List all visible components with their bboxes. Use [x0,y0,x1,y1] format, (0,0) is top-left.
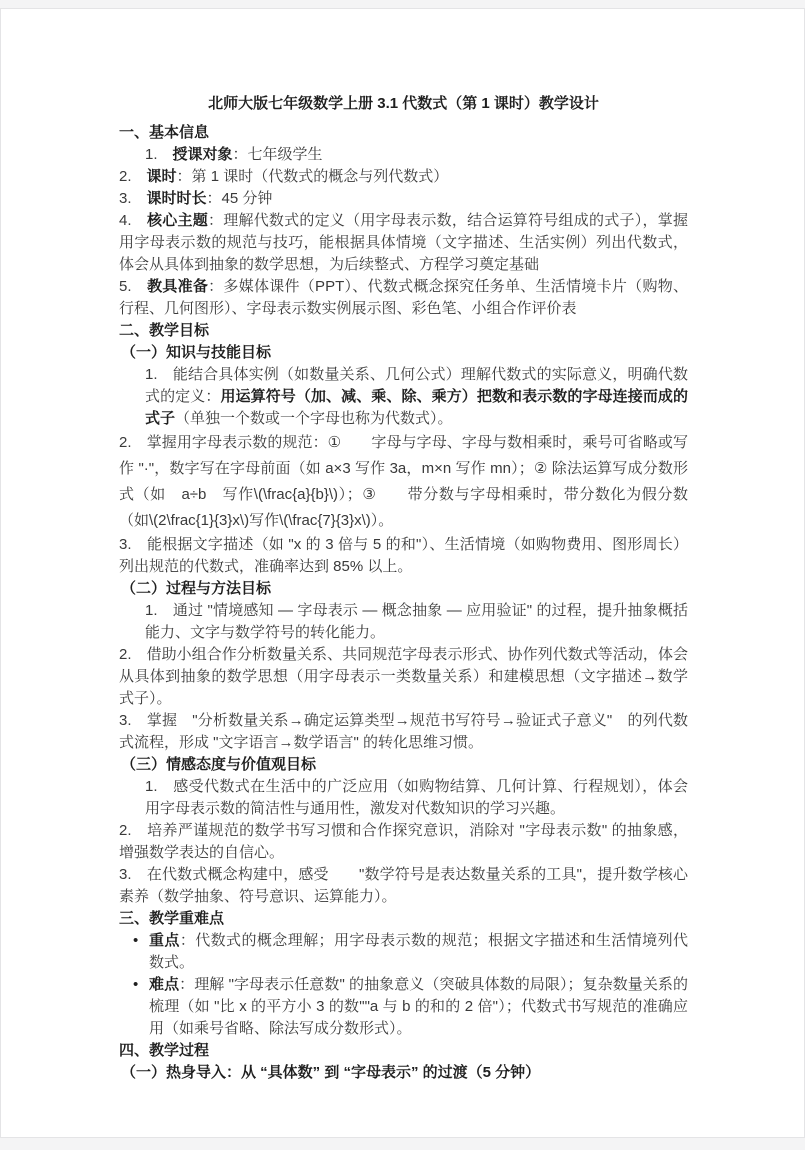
text-run: 掌握用字母表示数的规范：① 字母与字母、字母与数相乘时，乘号可省略或写作 "·"，数字写在字母前面（如 a×3 写作 3a，m×n 写作 mn）；② 除法运算写成分数形式（如 a÷b 写作\(\frac{a}{b}\)）；③ 带分数与字母相乘时，带分数化为假分数（如\(2\frac{1}{3}x\)写作\(\frac{7}{3}x\)）。 [119,434,689,529]
bullet-icon: • [133,976,139,993]
document-page [0,8,805,1138]
list-item [119,600,688,644]
list-item [119,534,688,578]
text-run: 1. [145,146,173,163]
text-run: 3. [119,190,147,207]
text-run-bold: 教具准备 [147,278,209,295]
text-run: ：七年级学生 [232,146,323,163]
text-run: 2. [119,646,147,663]
text-run-bold: 重点 [149,932,180,949]
text-run: 培养严谨规范的数学书写习惯和合作探究意识，消除对 "字母表示数" 的抽象感，增强数学表达的自信心。 [119,822,688,861]
text-run: 借助小组合作分析数量关系、共同规范字母表示形式、协作列代数式等活动，体会从具体到抽象的数学思想（用字母表示一类数量关系）和建模思想（文字描述→数学式子）。 [119,646,688,707]
text-run: 2. [119,822,148,839]
list-item [119,820,688,864]
text-run: 能根据文字描述（如 "x 的 3 倍与 5 的和"）、生活情境（如购物费用、图形周长）列出规范的代数式，准确率达到 85% 以上。 [119,536,688,575]
text-run-bold: 二、教学目标 [119,322,210,339]
text-run: ：理解代数式的定义（用字母表示数，结合运算符号组成的式子），掌握用字母表示数的规范与技巧，能根据具体情境（文字描述、生活实例）列出代数式，体会从具体到抽象的数学思想，为后续整式、方程学习奠定基础 [119,212,688,273]
text-run-bold: 难点 [149,976,180,993]
text-run: 2. [119,434,147,451]
list-item-jiaojuzhunbei [119,276,688,320]
text-run-bold: 课时时长 [146,190,207,207]
text-run-bold: 三、教学重难点 [119,910,225,927]
text-run: 4. [119,212,147,229]
text-run: 在代数式概念构建中，感受 "数学符号是表达数量关系的工具"，提升数学核心素养（数学抽象、符号意识、运算能力）。 [119,866,689,905]
list-item-shoukeduixiang [119,144,688,166]
text-run: 5. [119,278,148,295]
text-run: ：代数式的概念理解；用字母表示数的规范；根据文字描述和生活情境列代数式。 [149,932,688,971]
text-run-bold: 一、基本信息 [119,124,210,141]
text-run-bold: 课时 [146,168,177,185]
text-run: ：理解 "字母表示任意数" 的抽象意义（突破具体数的局限）；复杂数量关系的梳理（如 "比 x 的平方小 3 的数""a 与 b 的和的 2 倍"）；代数式书写规范的准确应用（如乘号省略、除法写成分数形式）。 [149,976,688,1037]
text-run: ：第 1 课时（代数式的概念与列代数式） [176,168,449,185]
text-run: 3. [119,712,147,729]
bullet-item-zhongdian [119,930,688,974]
list-item-keshi [119,166,688,188]
subsection-heading-emotion [119,754,688,776]
text-run: ：45 分钟 [206,190,273,207]
text-run: 1. [145,602,173,619]
text-run: 能结合具体实例（如数量关系、几何公式）理解代数式的实际意义，明确代数式的定义： [145,366,688,405]
list-item [119,710,688,754]
doc-title [119,93,688,115]
text-run-bold: （一）知识与技能目标 [121,344,272,361]
text-run: 2. [119,168,147,185]
subsection-heading-knowledge [119,342,688,364]
text-run: （单独一个数或一个字母也称为代数式）。 [175,410,453,427]
bullet-item-nandian [119,974,688,1040]
section-1-heading [119,122,688,144]
document-body [119,93,688,1084]
text-run-bold: 授课对象 [172,146,233,163]
text-run: 感受代数式在生活中的广泛应用（如购物结算、几何计算、行程规划），体会用字母表示数的简洁性与通用性，激发对代数知识的学习兴趣。 [145,778,688,817]
list-item-keshishichang [119,188,688,210]
text-run-bold: （二）过程与方法目标 [121,580,272,597]
text-run-bold: 核心主题 [147,212,208,229]
text-run: 1. [145,366,173,383]
list-item [119,364,688,430]
text-run-bold: 北师大版七年级数学上册 3.1 代数式（第 1 课时）教学设计 [208,95,599,112]
subsection-heading-warmup [119,1062,688,1084]
section-3-heading [119,908,688,930]
text-run: 3. [119,866,147,883]
text-run: 3. [119,536,147,553]
section-4-heading [119,1040,688,1062]
text-run: ：多媒体课件（PPT）、代数式概念探究任务单、生活情境卡片（购物、行程、几何图形）、字母表示数实例展示图、彩色笔、小组合作评价表 [119,278,688,317]
list-item [119,430,688,534]
text-run-bold: （三）情感态度与价值观目标 [121,756,317,773]
text-run-bold: 用运算符号（加、减、乘、除、乘方）把数和表示数的字母连接而成的式子 [145,388,688,427]
section-2-heading [119,320,688,342]
list-item [119,776,688,820]
list-item [119,644,688,710]
text-run: 1. [145,778,174,795]
text-run-bold: 四、教学过程 [119,1042,210,1059]
list-item [119,864,688,908]
text-run: 通过 "情境感知 — 字母表示 — 概念抽象 — 应用验证" 的过程，提升抽象概括能力、文字与数学符号的转化能力。 [145,602,688,641]
list-item-hexinzhuti [119,210,688,276]
bullet-icon: • [133,932,139,949]
text-run-bold: （一）热身导入：从 “具体数” 到 “字母表示” 的过渡（5 分钟） [121,1064,541,1081]
subsection-heading-process [119,578,688,600]
text-run: 掌握 "分析数量关系→确定运算类型→规范书写符号→验证式子意义" 的列代数式流程，形成 "文字语言→数学语言" 的转化思维习惯。 [119,712,689,751]
